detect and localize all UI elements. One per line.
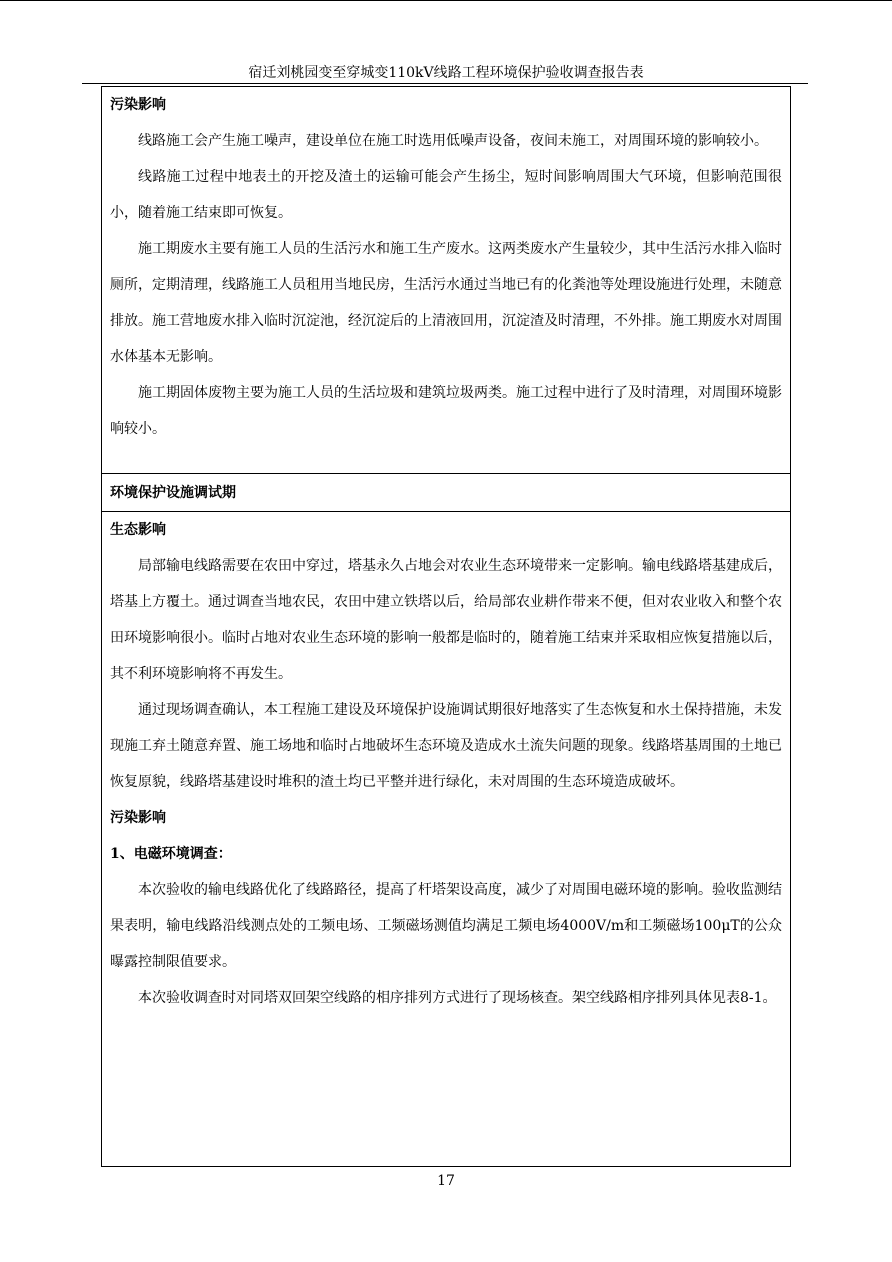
construction-pollution-cell xyxy=(102,87,790,474)
noise-paragraph: 线路施工会产生施工噪声，建设单位在施工时选用低噪声设备，夜间未施工，对周围环境的影响较小。 xyxy=(138,133,768,149)
top-border-line xyxy=(0,0,892,1)
phase-sequence-paragraph: 本次验收调查时对同塔双回架空线路的相序排列方式进行了现场核查。架空线路相序排列具体见表8-1。 xyxy=(138,990,777,1006)
wastewater-paragraph: 施工期废水主要有施工人员的生活污水和施工生产废水。这两类废水产生量较少，其中生活污水排入临时厕所，定期清理，线路施工人员租用当地民房，生活污水通过当地已有的化粪池等处理设施进行处理，未随意排放。施工营地废水排入临时沉淀池，经沉淀后的上清液回用，沉淀渣及时清理，不外排。施工期废水对周围水体基本无影响。 xyxy=(110,241,782,365)
commissioning-period-cell xyxy=(102,474,790,512)
commissioning-period-heading: 环境保护设施调试期 xyxy=(110,485,236,501)
em-monitoring-paragraph: 本次验收的输电线路优化了线路路径，提高了杆塔架设高度，减少了对周围电磁环境的影响。验收监测结果表明，输电线路沿线测点处的工频电场、工频磁场测值均满足工频电场4000V/m和工频磁场100μT的公众曝露控制限值要求。 xyxy=(110,882,782,970)
report-header-title: 宿迁刘桃园变至穿城变110kV线路工程环境保护验收调查报告表 xyxy=(248,65,644,81)
page-number: 17 xyxy=(437,1173,455,1189)
dust-paragraph: 线路施工过程中地表土的开挖及渣土的运输可能会产生扬尘，短时间影响周围大气环境，但影响范围很小，随着施工结束即可恢复。 xyxy=(110,169,782,221)
em-environment-heading: 1、电磁环境调查： xyxy=(110,846,232,862)
header-underline xyxy=(82,83,808,84)
ecological-impact-heading: 生态影响 xyxy=(110,522,166,538)
pollution-impact-heading-2: 污染影响 xyxy=(110,810,166,826)
pollution-impact-heading: 污染影响 xyxy=(110,97,166,113)
report-table xyxy=(101,86,791,1167)
farmland-impact-paragraph: 局部输电线路需要在农田中穿过，塔基永久占地会对农业生态环境带来一定影响。输电线路塔基建成后，塔基上方覆土。通过调查当地农民，农田中建立铁塔以后，给局部农业耕作带来不便，但对农业收入和整个农田环境影响很小。临时占地对农业生态环境的影响一般都是临时的，随着施工结束并采取相应恢复措施以后，其不利环境影响将不再发生。 xyxy=(110,558,782,682)
commissioning-content-cell xyxy=(102,512,790,1166)
solid-waste-paragraph: 施工期固体废物主要为施工人员的生活垃圾和建筑垃圾两类。施工过程中进行了及时清理，对周围环境影响较小。 xyxy=(110,385,782,437)
site-survey-paragraph: 通过现场调查确认，本工程施工建设及环境保护设施调试期很好地落实了生态恢复和水土保持措施，未发现施工弃土随意弃置、施工场地和临时占地破坏生态环境及造成水土流失问题的现象。线路塔基周围的土地已恢复原貌，线路塔基建设时堆积的渣土均已平整并进行绿化，未对周围的生态环境造成破坏。 xyxy=(110,702,782,790)
